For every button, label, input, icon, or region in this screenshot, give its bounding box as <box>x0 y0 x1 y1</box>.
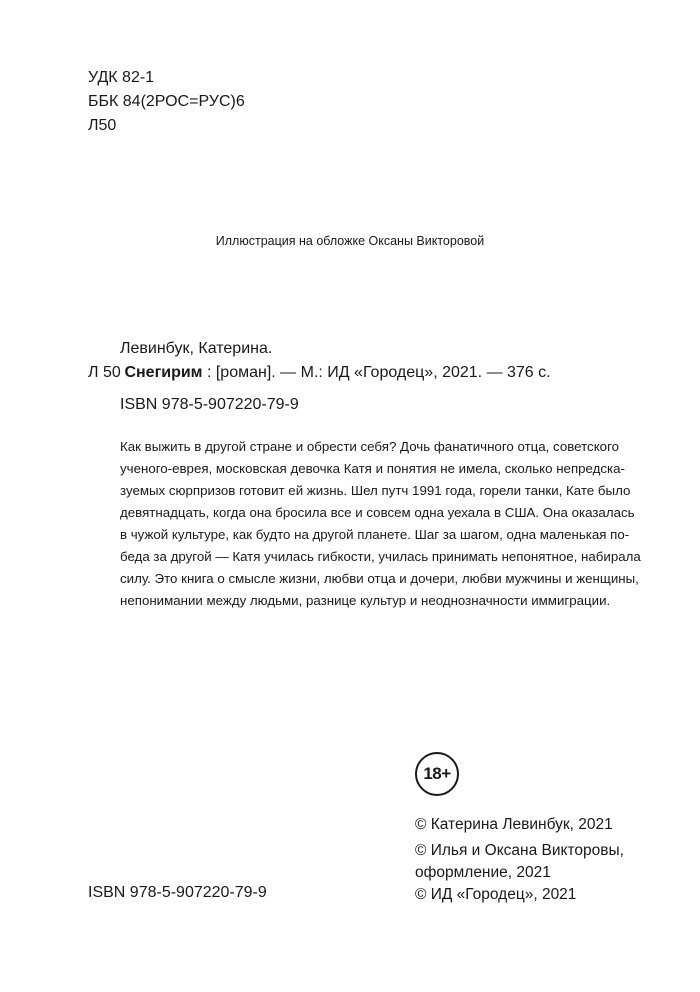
annotation-line: ученого-еврея, московская девочка Катя и понятия не имела, сколько непредска- <box>120 461 625 476</box>
catalog-author: Левинбук, Катерина. <box>120 340 273 357</box>
copyright-design-line: © Илья и Оксана Викторовы, <box>415 842 624 859</box>
copyright-author: © Катерина Левинбук, 2021 <box>415 816 613 833</box>
copyright-design <box>415 840 624 884</box>
annotation-line: силу. Это книга о смысле жизни, любви отца и дочери, любви мужчины и женщины, <box>120 571 639 586</box>
catalog-code: Л 50 <box>88 364 121 381</box>
catalog-title: Снегирим <box>124 364 203 381</box>
bbk-code: ББК 84(2РОС=РУС)6 <box>88 93 245 110</box>
author-mark-code: Л50 <box>88 117 117 134</box>
age-rating-badge: 18+ <box>415 752 459 796</box>
annotation <box>120 436 641 612</box>
catalog-isbn: ISBN 978-5-907220-79-9 <box>120 396 299 413</box>
annotation-line: беда за другой — Катя училась гибкости, училась принимать непонятное, набирала <box>120 549 641 564</box>
annotation-line: непонимании между людьми, разнице культур и неоднозначности иммиграции. <box>120 593 611 608</box>
annotation-line: девятнадцать, когда она бросила все и совсем одна уехала в США. Она оказалась <box>120 505 635 520</box>
annotation-line: Как выжить в другой стране и обрести себя? Дочь фанатичного отца, советского <box>120 439 620 454</box>
copyright-publisher: © ИД «Городец», 2021 <box>415 886 577 903</box>
catalog-description: : [роман]. — М.: ИД «Городец», 2021. — 376 с. <box>202 364 551 381</box>
udk-code: УДК 82-1 <box>88 69 155 86</box>
illustration-credit: Иллюстрация на обложке Оксаны Викторовой <box>215 234 485 248</box>
catalog-entry <box>88 364 551 382</box>
annotation-line: в чужой культуре, как будто на другой планете. Шаг за шагом, одна маленькая по- <box>120 527 630 542</box>
annotation-line: зуемых сюрпризов готовит ей жизнь. Шел путч 1991 года, горели танки, Кате было <box>120 483 631 498</box>
isbn-bottom: ISBN 978-5-907220-79-9 <box>88 884 267 901</box>
copyright-design-line: оформление, 2021 <box>415 864 551 881</box>
